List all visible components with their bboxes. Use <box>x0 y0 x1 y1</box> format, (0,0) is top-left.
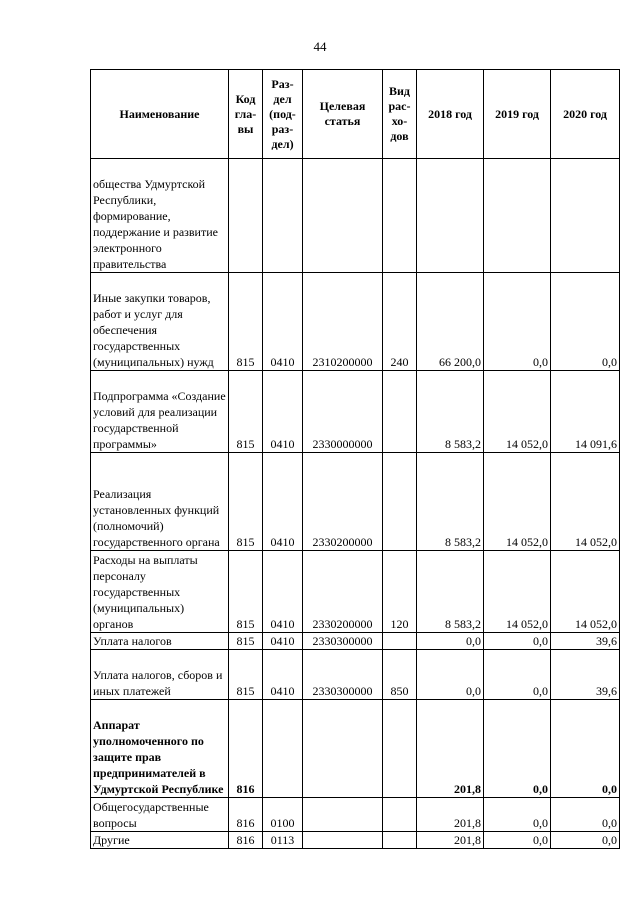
cell-2018: 201,8 <box>417 798 484 832</box>
cell-type: 120 <box>383 551 417 633</box>
cell-2020: 0,0 <box>551 832 620 849</box>
cell-2018: 8 583,2 <box>417 371 484 453</box>
cell-code: 815 <box>229 273 263 371</box>
cell-target: 2310200000 <box>303 273 383 371</box>
cell-name: Реализация установленных функций (полномочий) государственного органа <box>91 453 229 551</box>
cell-type <box>383 633 417 650</box>
cell-code <box>229 159 263 273</box>
cell-code: 816 <box>229 700 263 798</box>
cell-code: 815 <box>229 650 263 700</box>
cell-name: Другие <box>91 832 229 849</box>
table-row <box>91 273 620 371</box>
cell-code: 815 <box>229 633 263 650</box>
cell-2018: 201,8 <box>417 832 484 849</box>
cell-section: 0410 <box>263 633 303 650</box>
cell-section: 0410 <box>263 551 303 633</box>
table-row <box>91 832 620 849</box>
cell-2020: 14 091,6 <box>551 371 620 453</box>
cell-target: 2330300000 <box>303 650 383 700</box>
cell-name: Уплата налогов, сборов и иных платежей <box>91 650 229 700</box>
cell-type <box>383 798 417 832</box>
cell-2019: 0,0 <box>484 832 551 849</box>
cell-2019: 14 052,0 <box>484 453 551 551</box>
cell-2019 <box>484 159 551 273</box>
cell-2020: 14 052,0 <box>551 551 620 633</box>
cell-code: 815 <box>229 551 263 633</box>
cell-2019: 0,0 <box>484 700 551 798</box>
cell-section: 0410 <box>263 453 303 551</box>
cell-2018: 0,0 <box>417 633 484 650</box>
cell-type <box>383 453 417 551</box>
cell-2019: 0,0 <box>484 650 551 700</box>
cell-code: 815 <box>229 453 263 551</box>
cell-2019: 0,0 <box>484 633 551 650</box>
cell-2018 <box>417 159 484 273</box>
cell-2018: 66 200,0 <box>417 273 484 371</box>
page-number: 44 <box>313 39 327 54</box>
cell-2020: 39,6 <box>551 650 620 700</box>
cell-2018: 0,0 <box>417 650 484 700</box>
cell-section <box>263 700 303 798</box>
cell-name: Общегосударственные вопросы <box>91 798 229 832</box>
cell-target <box>303 832 383 849</box>
cell-2018: 201,8 <box>417 700 484 798</box>
header-2019: 2019 год <box>484 70 551 159</box>
cell-2020 <box>551 159 620 273</box>
cell-type <box>383 832 417 849</box>
cell-section: 0100 <box>263 798 303 832</box>
header-row <box>91 70 620 159</box>
cell-2020: 14 052,0 <box>551 453 620 551</box>
cell-section: 0410 <box>263 650 303 700</box>
cell-name: Аппарат уполномоченного по защите прав предпринимателей в Удмуртской Республике <box>91 700 229 798</box>
cell-2019: 14 052,0 <box>484 371 551 453</box>
cell-type: 240 <box>383 273 417 371</box>
cell-type <box>383 159 417 273</box>
cell-section: 0113 <box>263 832 303 849</box>
table-row <box>91 650 620 700</box>
cell-code: 816 <box>229 832 263 849</box>
cell-target: 2330300000 <box>303 633 383 650</box>
header-section: Раз- дел (под- раз- дел) <box>263 70 303 159</box>
cell-name: Подпрограмма «Создание условий для реализации государственной программы» <box>91 371 229 453</box>
table-row <box>91 633 620 650</box>
header-2020: 2020 год <box>551 70 620 159</box>
cell-type: 850 <box>383 650 417 700</box>
cell-2018: 8 583,2 <box>417 551 484 633</box>
cell-code: 815 <box>229 371 263 453</box>
table-row <box>91 700 620 798</box>
table-row <box>91 159 620 273</box>
header-target-item: Целевая статья <box>303 70 383 159</box>
table-row <box>91 371 620 453</box>
cell-2019: 0,0 <box>484 273 551 371</box>
cell-type <box>383 700 417 798</box>
table-row <box>91 551 620 633</box>
cell-section <box>263 159 303 273</box>
cell-2020: 0,0 <box>551 798 620 832</box>
cell-target: 2330200000 <box>303 551 383 633</box>
cell-2020: 0,0 <box>551 700 620 798</box>
budget-table <box>90 69 620 849</box>
cell-name: Уплата налогов <box>91 633 229 650</box>
cell-name: Расходы на выплаты персоналу государственных (муниципальных) органов <box>91 551 229 633</box>
cell-target <box>303 700 383 798</box>
cell-2019: 0,0 <box>484 798 551 832</box>
cell-2019: 14 052,0 <box>484 551 551 633</box>
cell-2020: 39,6 <box>551 633 620 650</box>
cell-code: 816 <box>229 798 263 832</box>
cell-target: 2330000000 <box>303 371 383 453</box>
header-2018: 2018 год <box>417 70 484 159</box>
cell-name: Иные закупки товаров, работ и услуг для обеспечения государственных (муниципальных) нужд <box>91 273 229 371</box>
cell-target <box>303 798 383 832</box>
header-name: Наименование <box>91 70 229 159</box>
cell-target: 2330200000 <box>303 453 383 551</box>
table-row <box>91 798 620 832</box>
cell-section: 0410 <box>263 273 303 371</box>
cell-type <box>383 371 417 453</box>
table-row <box>91 453 620 551</box>
cell-name: общества Удмуртской Республики, формирование, поддержание и развитие электронного правительства <box>91 159 229 273</box>
header-expense-type: Вид рас- хо- дов <box>383 70 417 159</box>
header-chapter-code: Код гла- вы <box>229 70 263 159</box>
cell-target <box>303 159 383 273</box>
cell-2020: 0,0 <box>551 273 620 371</box>
cell-section: 0410 <box>263 371 303 453</box>
cell-2018: 8 583,2 <box>417 453 484 551</box>
